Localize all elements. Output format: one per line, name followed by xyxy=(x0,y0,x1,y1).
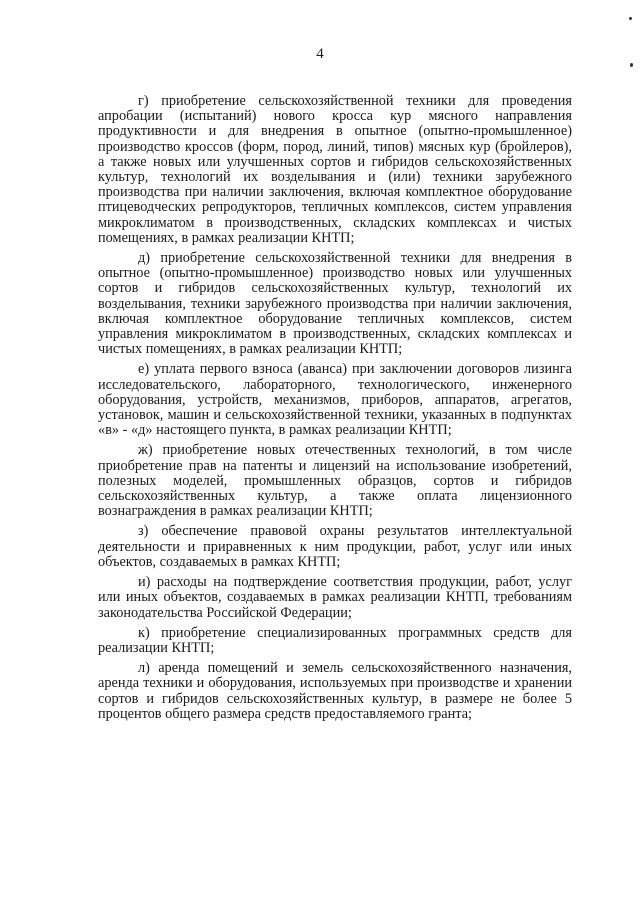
clause-l: л) аренда помещений и земель сельскохозяйственного назначения, аренда техники и оборудования, используемых при производстве и хранении сортов и гибридов сельскохозяйственных культур, в размере не более 5 процентов общего размера средств предоставляемого гранта; xyxy=(98,660,572,722)
clause-e: е) уплата первого взноса (аванса) при заключении договоров лизинга исследовательского, лабораторного, технологического, инженерного оборудования, устройств, механизмов, приборов, аппаратов, агрегатов, установок, машин и сельскохозяйственной техники, указанных в подпунктах «в» - «д» настоящего пункта, в рамках реализации КНТП; xyxy=(98,361,572,439)
clause-g: г) приобретение сельскохозяйственной техники для проведения апробации (испытаний) нового кросса кур мясного направления продуктивности и для внедрения в опытное (опытно-промышленное) производство кроссов (форм, пород, линий, типов) мясных кур (бройлеров), а также новых или улучшенных сортов и гибридов сельскохозяйственных культур, технологий их возделывания и (или) техники зарубежного производства при наличии заключения, включая комплектное оборудование птицеводческих репродукторов, тепличных комплексов, систем управления микроклиматом в производственных, складских комплексах и чистых помещениях, в рамках реализации КНТП; xyxy=(98,93,572,246)
document-body xyxy=(98,94,572,727)
clause-k: к) приобретение специализированных программных средств для реализации КНТП; xyxy=(98,624,572,656)
scan-speck xyxy=(630,63,633,67)
clause-zh: ж) приобретение новых отечественных технологий, в том числе приобретение прав на патенты и лицензий на использование изобретений, полезных моделей, промышленных образцов, сортов и гибридов сельскохозяйственных культур, а также оплата лицензионного вознаграждения в рамках реализации КНТП; xyxy=(98,442,572,520)
scan-speck xyxy=(629,17,632,20)
clause-i: и) расходы на подтверждение соответствия продукции, работ, услуг или иных объектов, создаваемых в рамках реализации КНТП, требованиям законодательства Российской Федерации; xyxy=(98,574,572,621)
clause-z: з) обеспечение правовой охраны результатов интеллектуальной деятельности и приравненных к ним продукции, работ, услуг или иных объектов, создаваемых в рамках КНТП; xyxy=(98,523,572,570)
page-number: 4 xyxy=(316,46,324,62)
clause-d: д) приобретение сельскохозяйственной техники для внедрения в опытное (опытно-промышленное) производство новых или улучшенных сортов и гибридов сельскохозяйственных культур, технологий их возделывания, техники зарубежного производства при наличии заключения, включая комплектное оборудование тепличных комплексов, систем управления микроклиматом в производственных, складских комплексах и чистых помещениях, в рамках реализации КНТП; xyxy=(98,250,572,358)
